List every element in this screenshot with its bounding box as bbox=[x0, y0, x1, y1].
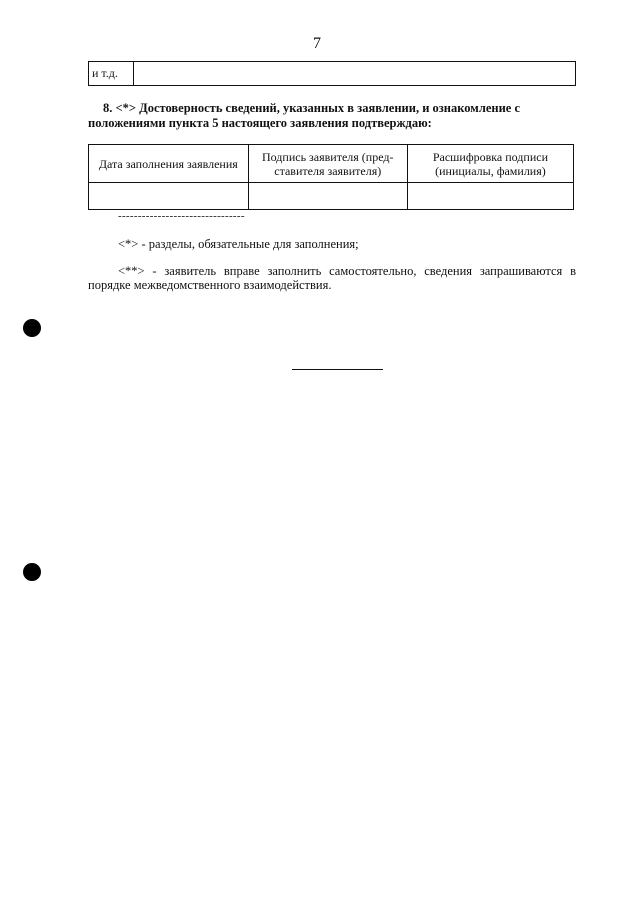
row-label-cell: и т.д. bbox=[89, 62, 134, 86]
row-value-cell[interactable] bbox=[134, 62, 576, 86]
header-date: Дата заполнения заявления bbox=[89, 145, 249, 183]
punch-hole-icon bbox=[23, 319, 41, 337]
table-row bbox=[89, 62, 576, 86]
footnote-separator: -------------------------------- bbox=[118, 210, 245, 222]
signature-table bbox=[88, 144, 574, 210]
header-signature: Подпись заявителя (пред-ставителя заявителя) bbox=[248, 145, 407, 183]
footnote-optional: <**> - заявитель вправе заполнить самостоятельно, сведения запрашиваются в порядке межведомственного взаимодействия. bbox=[88, 264, 576, 292]
table-row bbox=[89, 183, 574, 210]
end-of-document-rule bbox=[292, 369, 383, 370]
continuation-table bbox=[88, 61, 576, 86]
punch-hole-icon bbox=[23, 563, 41, 581]
header-signature-transcript: Расшифровка подписи (инициалы, фамилия) bbox=[407, 145, 573, 183]
signature-cell[interactable] bbox=[248, 183, 407, 210]
footnote-required: <*> - разделы, обязательные для заполнения; bbox=[118, 237, 359, 251]
page-number: 7 bbox=[313, 35, 321, 52]
table-header-row bbox=[89, 145, 574, 183]
date-cell[interactable] bbox=[89, 183, 249, 210]
transcript-cell[interactable] bbox=[407, 183, 573, 210]
section-8-heading: 8. <*> Достоверность сведений, указанных в заявлении, и ознакомление с положениями пункта 5 настоящего заявления подтверждаю: bbox=[88, 101, 521, 130]
